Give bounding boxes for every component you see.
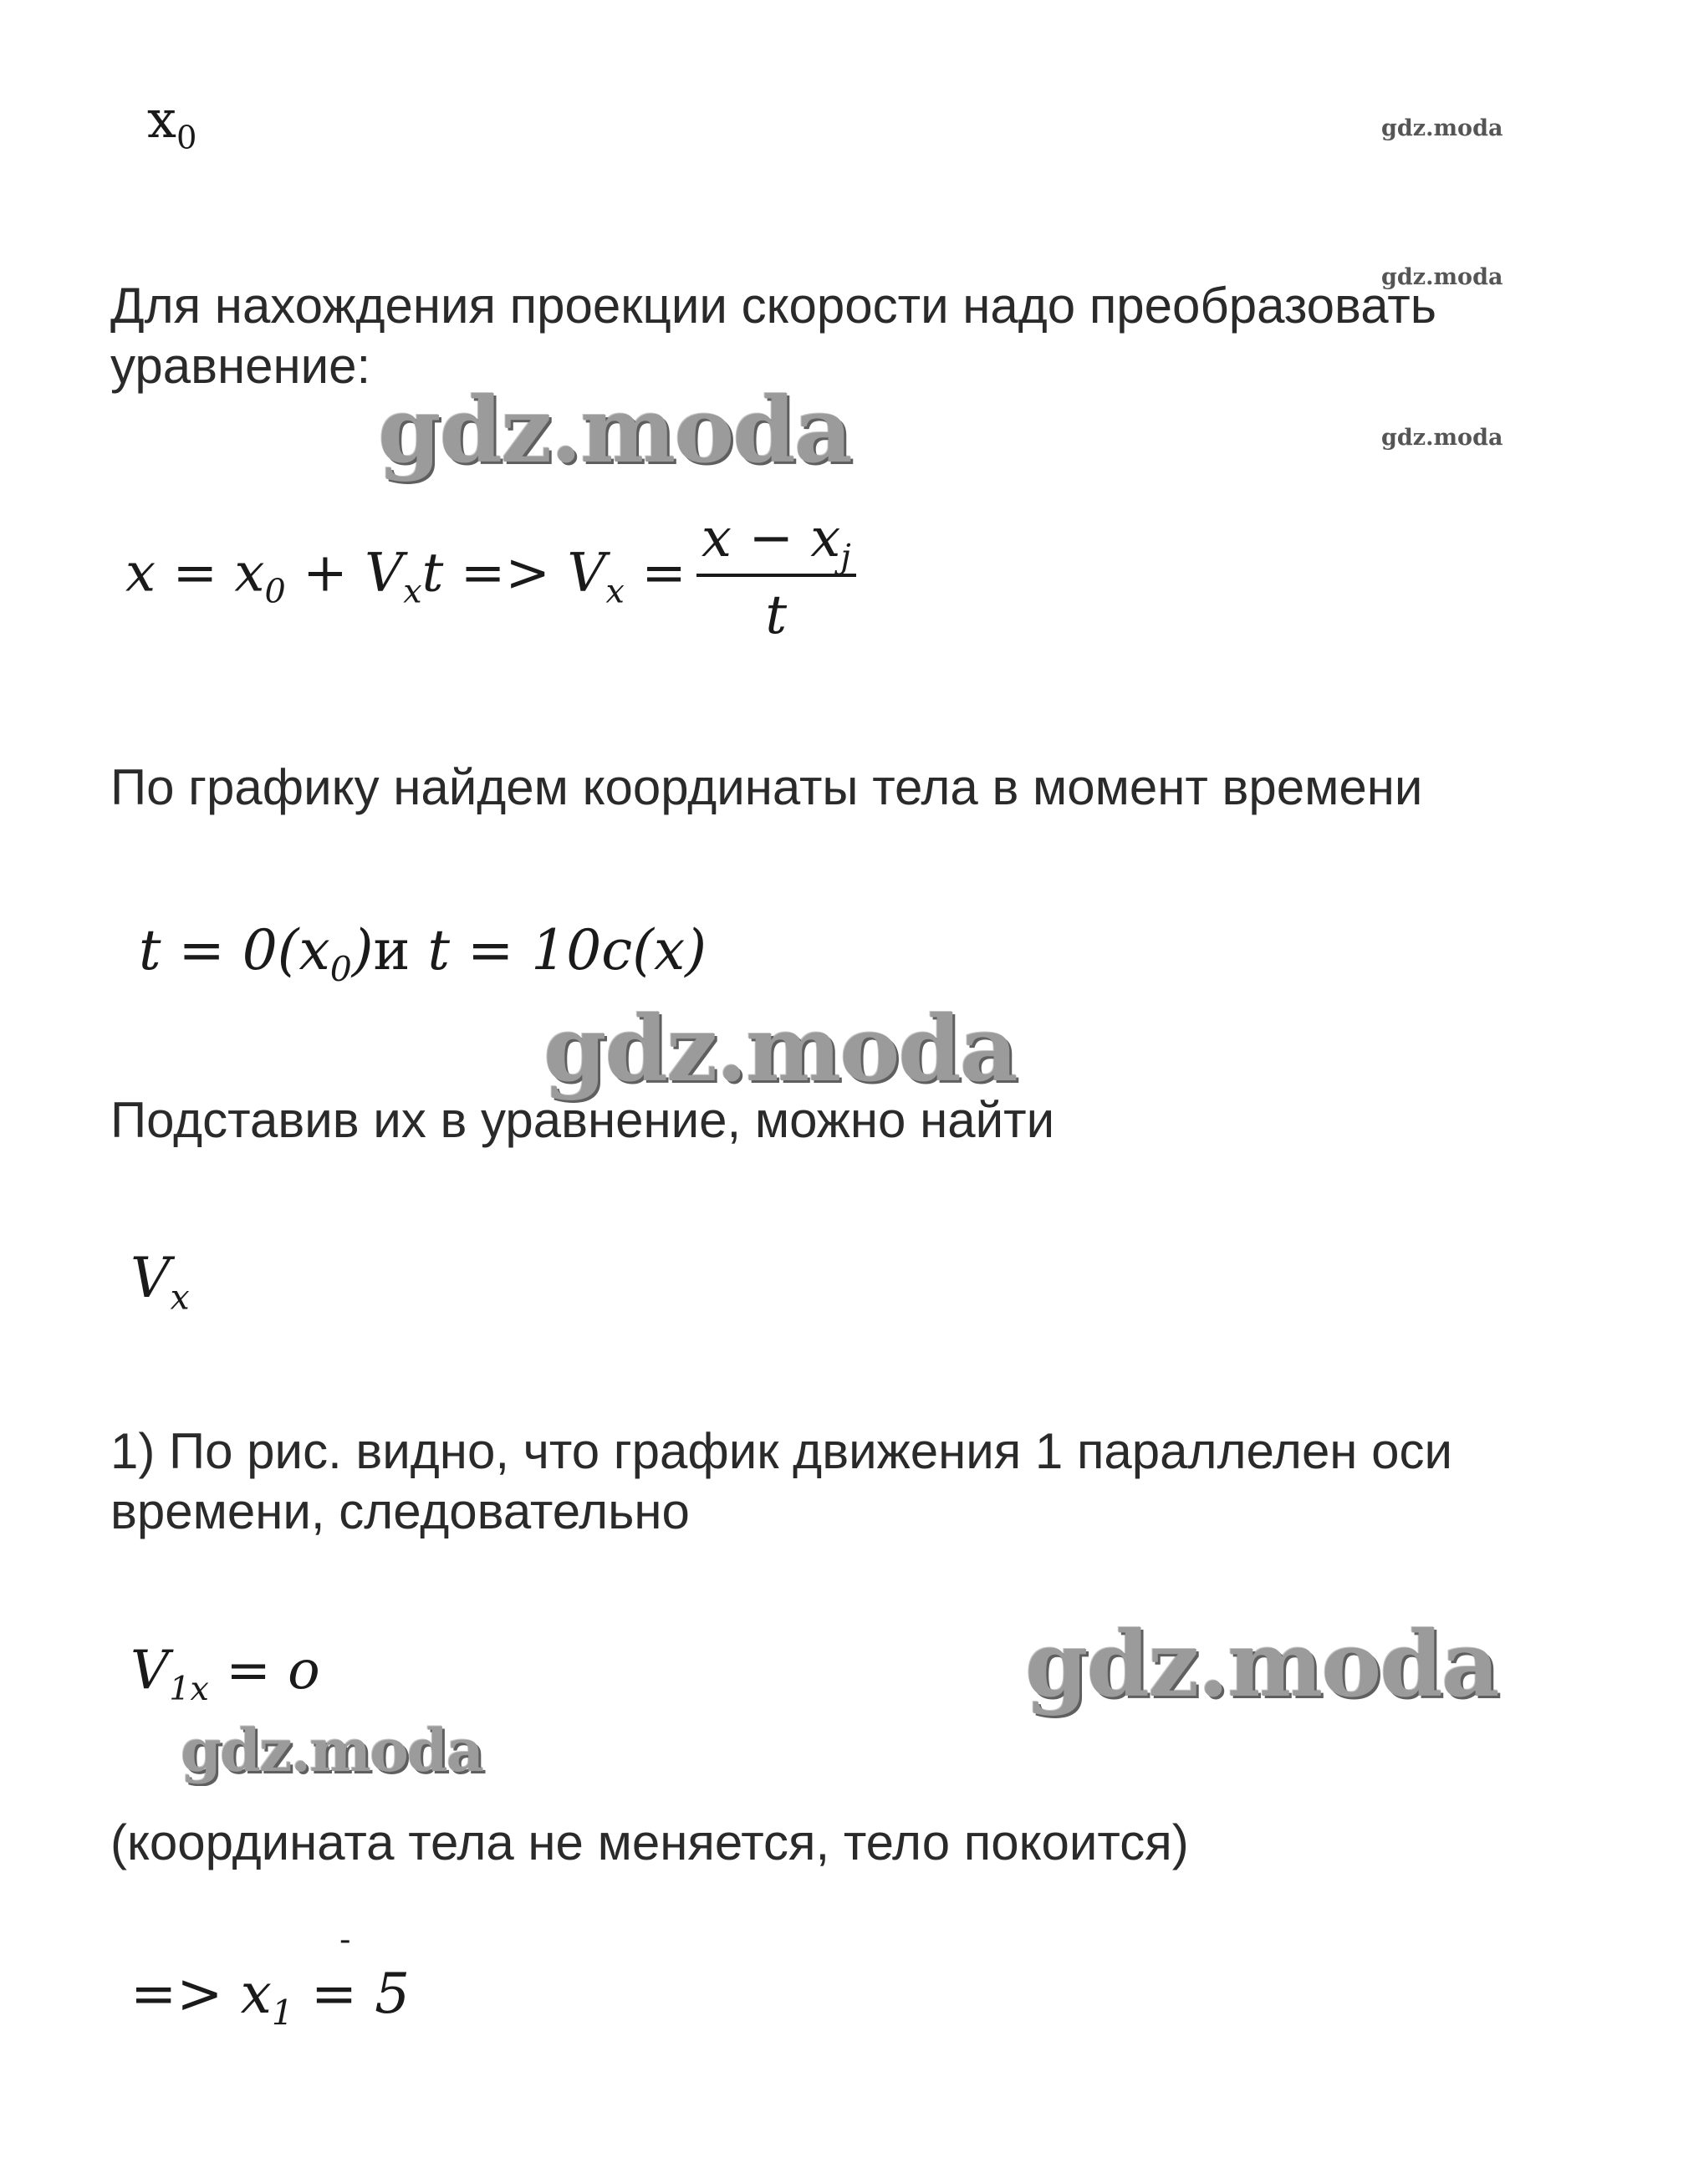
watermark-large: gdz.moda — [1025, 1612, 1498, 1717]
formula-velocity-projection: $x = x_0 + V_xt => V_x$ = $\frac{x - x_j}{t}$ — [125, 512, 856, 642]
formula-v1x: $V_{1x} = o$ — [130, 1640, 320, 1708]
watermark-large: gdz.moda — [378, 378, 851, 483]
formula-time-moments: $t = 0(x_0)и$ t = 10c(x) — [139, 918, 707, 990]
watermark-small: gdz.moda — [1381, 264, 1503, 290]
paragraph-substitute: Подставив их в уравнение, можно найти — [110, 1092, 1055, 1148]
formula-x0: $x_0$ — [147, 89, 197, 157]
watermark-small: gdz.moda — [1381, 115, 1503, 141]
formula-vx: $V_x$ — [130, 1246, 190, 1318]
watermark-large: gdz.moda — [543, 997, 1017, 1102]
paragraph-graph-parallel: 1) По рис. видно, что график движения 1 параллелен оси времени, следовательно — [110, 1423, 1452, 1539]
stray-mark: - — [339, 1921, 351, 1959]
paragraph-graph-coordinates: По графику найдем координаты тела в момент времени — [110, 759, 1423, 815]
paragraph-velocity-intro: Для нахождения проекции скорости надо преобразовать уравнение: — [110, 278, 1437, 394]
watermark-small: gdz.moda — [1381, 425, 1503, 451]
fraction: $\frac{x - x_j}{t}$ — [696, 512, 856, 642]
formula-x1: => $x_1 = 5$ — [130, 1962, 411, 2033]
paragraph-body-at-rest: (координата тела не меняется, тело покоится) — [110, 1814, 1189, 1870]
watermark-large: gdz.moda — [181, 1716, 483, 1785]
